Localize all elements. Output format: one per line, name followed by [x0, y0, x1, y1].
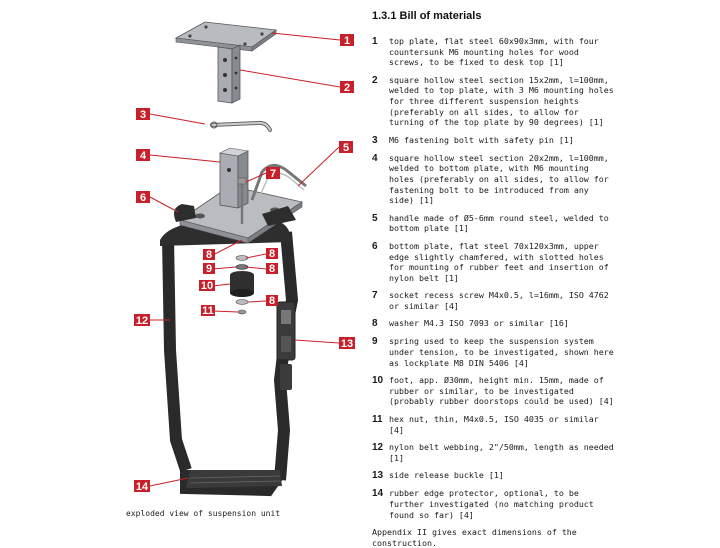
- svg-text:8: 8: [268, 263, 276, 275]
- bom-item-number: 13: [372, 470, 384, 482]
- bom-item: [372, 75, 712, 128]
- bom-item-text: handle made of Ø5-6mm round steel, welded to bottom plate [1]: [389, 212, 609, 234]
- svg-text:13: 13: [340, 338, 354, 350]
- bom-item-number: 2: [372, 74, 378, 86]
- bom-item-number: 7: [372, 290, 378, 302]
- svg-text:8: 8: [205, 249, 213, 261]
- section-heading: [372, 10, 712, 22]
- callout-tag-9: [203, 263, 215, 275]
- callout-tag-10: [199, 280, 215, 292]
- svg-text:8: 8: [268, 248, 276, 260]
- svg-text:8: 8: [268, 295, 276, 307]
- bom-item-text: hex nut, thin, M4x0.5, ISO 4035 or similar [4]: [389, 414, 599, 435]
- appendix-note: Appendix II gives exact dimensions of the construction.: [372, 527, 577, 548]
- bom-item-text: square hollow steel section 20x2mm, l=100mm, welded to bottom plate, with M6 mounting holes (preferably on all sides, to allow for fastening bolt to be introduced from any side) [1]: [389, 152, 609, 206]
- svg-text:11: 11: [202, 305, 214, 317]
- bom-item-number: 9: [372, 336, 378, 348]
- bom-item-number: 11: [372, 414, 383, 426]
- bom-item-text: square hollow steel section 15x2mm, l=100mm, welded to top plate, with 3 M6 mounting holes for three different suspension heights (preferably on all sides, to allow for turning of the top plate by 90 degrees) [1]: [389, 74, 614, 128]
- bom-item: [372, 414, 712, 435]
- bom-item-number: 5: [372, 212, 378, 224]
- bom-item: [372, 290, 712, 311]
- callout-tag-1: [340, 34, 354, 47]
- callout-tag-2: [340, 81, 354, 94]
- figure-caption: exploded view of suspension unit: [126, 509, 281, 518]
- bom-item-number: 8: [372, 318, 378, 330]
- bom-item-text: side release buckle [1]: [389, 470, 504, 481]
- svg-text:14: 14: [135, 481, 149, 493]
- bom-item-text: washer M4.3 ISO 7093 or similar [16]: [389, 318, 569, 329]
- callout-tag-8d: [266, 295, 278, 307]
- bom-item-text: socket recess screw M4x0.5, l=16mm, ISO 4762 or similar [4]: [389, 290, 609, 311]
- bom-item-text: rubber edge protector, optional, to be further investigated (no matching product found so far) [4]: [389, 488, 594, 520]
- bom-item: [372, 336, 712, 368]
- callout-tag-14: [134, 480, 150, 493]
- svg-text:12: 12: [135, 315, 149, 327]
- bom-item-text: nylon belt webbing, 2"/50mm, length as needed [1]: [389, 442, 614, 463]
- bom-list: [372, 36, 712, 520]
- bom-item-number: 6: [372, 240, 378, 252]
- callout-tag-4: [136, 149, 150, 162]
- callout-tag-6: [136, 191, 150, 204]
- bom-item: [372, 135, 712, 146]
- bom-item-number: 4: [372, 152, 378, 164]
- bill-of-materials: [372, 10, 712, 548]
- bom-item: [372, 488, 712, 520]
- callout-tag-3: [136, 108, 150, 121]
- svg-text:6: 6: [139, 192, 147, 204]
- bom-item-text: M6 fastening bolt with safety pin [1]: [389, 134, 574, 145]
- svg-text:2: 2: [343, 82, 351, 94]
- bom-item: [372, 153, 712, 206]
- bom-item: [372, 318, 712, 329]
- bom-item-text: spring used to keep the suspension system under tension, to be investigated, shown here as lockplate M8 DIN 5406 [4]: [389, 336, 614, 368]
- bom-item: [372, 470, 712, 481]
- callout-tag-8a: [203, 249, 215, 261]
- bom-item-number: 12: [372, 442, 384, 454]
- section-title: Bill of materials: [399, 10, 482, 22]
- bom-item-text: top plate, flat steel 60x90x3mm, with four countersunk M6 mounting holes for wood screws, to be fixed to desk top [1]: [389, 36, 599, 68]
- svg-text:10: 10: [200, 280, 214, 292]
- svg-text:1: 1: [343, 35, 351, 47]
- bom-item: [372, 213, 712, 234]
- bom-item-number: 1: [372, 36, 378, 47]
- bom-item: [372, 375, 712, 407]
- foot-assembly: [230, 256, 254, 314]
- callout-tag-12: [134, 314, 150, 327]
- svg-text:5: 5: [342, 142, 350, 154]
- callout-tag-11: [201, 305, 215, 317]
- bom-item: [372, 36, 712, 68]
- section-number: 1.3.1: [372, 10, 397, 22]
- svg-text:7: 7: [269, 168, 277, 180]
- fastening-bolt: [211, 122, 270, 130]
- bom-item-number: 10: [372, 375, 384, 387]
- callout-tag-7: [266, 167, 280, 180]
- svg-text:9: 9: [205, 263, 213, 275]
- bom-item-text: foot, app. Ø30mm, height min. 15mm, made of rubber or similar, to be investigated (probably rubber doorstops could be used) [4]: [389, 375, 614, 407]
- bom-item-text: bottom plate, flat steel 70x120x3mm, upper edge slightly chamfered, with slotted holes for mounting of rubber feet and insertion of nylon belt [1]: [389, 240, 609, 283]
- bom-item-number: 3: [372, 134, 378, 146]
- upper-hollow-section: [218, 45, 240, 103]
- svg-text:3: 3: [139, 109, 147, 121]
- top-plate: [176, 22, 276, 51]
- bom-item-number: 14: [372, 488, 384, 500]
- callout-tag-8c: [266, 263, 278, 275]
- callout-tag-8b: [266, 248, 278, 260]
- bom-item: [372, 241, 712, 283]
- callout-tag-13: [339, 337, 355, 350]
- callout-tag-5: [339, 141, 353, 154]
- bom-item: [372, 442, 712, 463]
- svg-text:4: 4: [139, 150, 147, 162]
